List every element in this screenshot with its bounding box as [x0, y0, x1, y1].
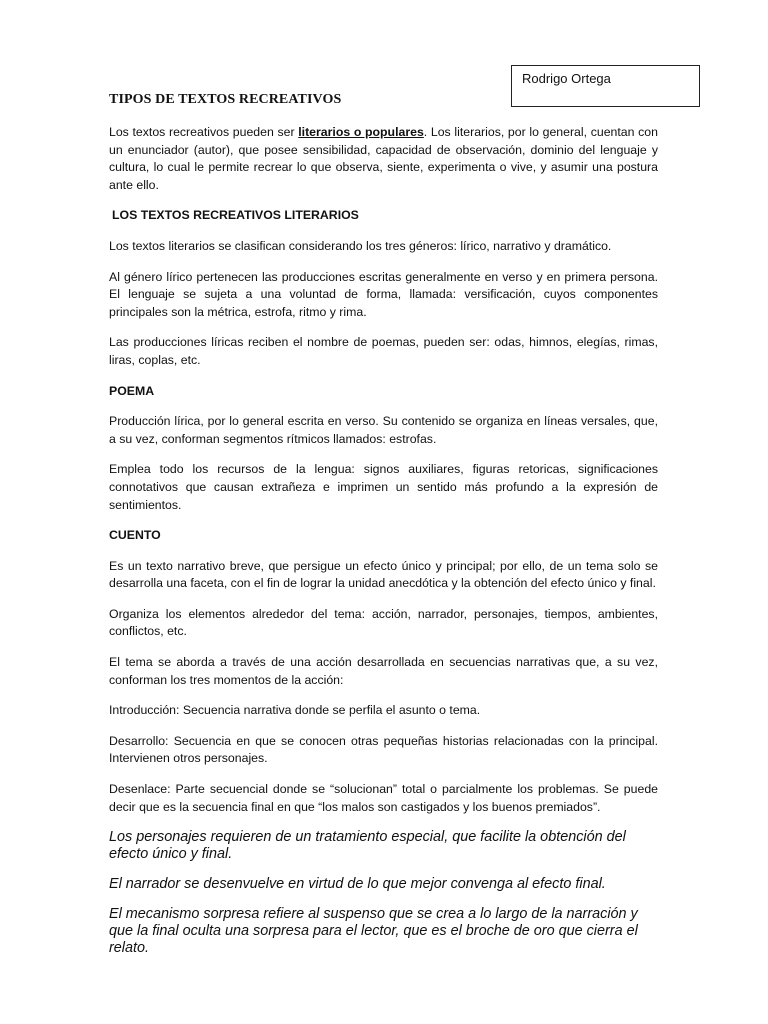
paragraph-narrador: El narrador se desenvuelve en virtud de lo que mejor convenga al efecto final. [109, 876, 606, 893]
paragraph-cuento-3: El tema se aborda a través de una acción desarrollada en secuencias narrativas que, a su vez, conforman los tres momentos de la acción: [109, 655, 658, 687]
paragraph-desenlace: Desenlace: Parte secuencial donde se “solucionan” total o parcialmente los problemas. Se puede decir que es la secuencia final en que “los malos son castigados y los buenos premiados”. [109, 782, 658, 814]
paragraph-generos: Los textos literarios se clasifican considerando los tres géneros: lírico, narrativo y dramático. [109, 238, 612, 253]
paragraph-introduccion: Introducción: Secuencia narrativa donde se perfila el asunto o tema. [109, 703, 481, 718]
document-body [109, 124, 658, 970]
section-heading-literarios: LOS TEXTOS RECREATIVOS LITERARIOS [112, 208, 359, 223]
paragraph-desarrollo: Desarrollo: Secuencia en que se conocen otras pequeñas historias relacionadas con la principal. Intervienen otros personajes. [109, 733, 658, 766]
paragraph-poemas: Las producciones líricas reciben el nombre de poemas, pueden ser: odas, himnos, elegías, rimas, liras, coplas, etc. [109, 335, 658, 367]
document-title: TIPOS DE TEXTOS RECREATIVOS [109, 92, 342, 107]
section-heading-poema: POEMA [109, 383, 155, 398]
author-name: Rodrigo Ortega [522, 71, 611, 86]
paragraph-cuento-1: Es un texto narrativo breve, que persigue un efecto único y principal; por ello, de un tema solo se desarrolla una faceta, con el fin de lograr la unidad anecdótica y la obtención del efecto único y final. [109, 558, 658, 591]
paragraph-personajes: Los personajes requieren de un tratamiento especial, que facilite la obtención del efecto único y final. [109, 829, 626, 863]
paragraph-poema-1: Producción lírica, por lo general escrita en verso. Su contenido se organiza en líneas versales, que, a su vez, conforman segmentos rítmicos llamados: estrofas. [109, 414, 658, 446]
paragraph-cuento-2: Organiza los elementos alrededor del tema: acción, narrador, personajes, tiempos, ambientes, conflictos, etc. [109, 606, 658, 639]
intro-text-after: . Los literarios, por lo general, cuentan con un enunciador (autor), que posee sensibilidad, capacidad de observación, dominio del lenguaje y cultura, lo cual le permite recrear lo que observa, siente, experimenta o vive, y asumir una postura ante ello. [109, 125, 658, 192]
paragraph-poema-2: Emplea todo los recursos de la lengua: signos auxiliares, figuras retoricas, significaciones connotativos que causan extrañeza e imprimen un sentido más profundo a la expresión de sentimientos. [109, 462, 658, 512]
paragraph-lirico: Al género lírico pertenecen las producciones escritas generalmente en verso y en primera persona. El lenguaje se sujeta a una voluntad de forma, llamada: versificación, cuyos componentes principales son la métrica, estrofa, ritmo y rima. [109, 269, 658, 319]
intro-text-before: Los textos recreativos pueden ser [109, 125, 299, 139]
author-box [511, 65, 700, 107]
intro-paragraph [109, 124, 658, 194]
intro-underlined-term: literarios o populares [298, 125, 424, 139]
paragraph-mecanismo: El mecanismo sorpresa refiere al suspenso que se crea a lo largo de la narración y que la final oculta una sorpresa para el lector, que es el broche de oro que cierra el relato. [109, 906, 638, 957]
section-heading-cuento: CUENTO [109, 528, 161, 543]
